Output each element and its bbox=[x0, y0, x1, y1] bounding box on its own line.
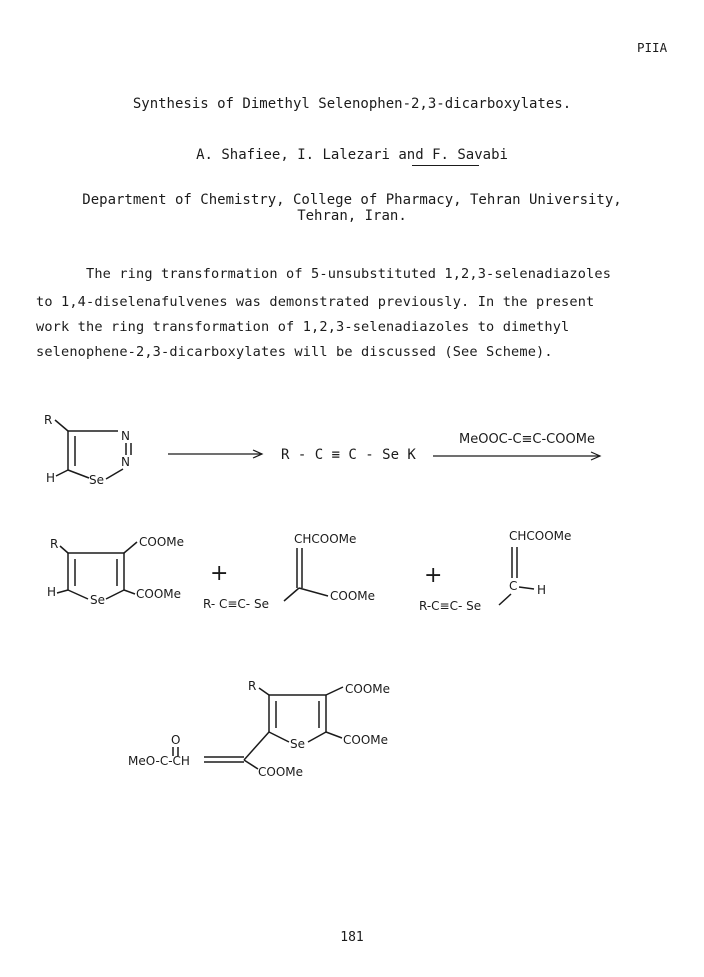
product3-c-label: C bbox=[509, 579, 518, 593]
reactant-selenadiazole bbox=[44, 413, 131, 487]
product3-chain-label: R-C≡C- Se bbox=[419, 599, 482, 613]
product1-h-label: H bbox=[47, 585, 57, 599]
abstract-line-4: selenophene-2,3-dicarboxylates will be discussed (See Scheme). bbox=[36, 344, 553, 360]
product-selenophene bbox=[47, 535, 184, 607]
product1-r-label: R bbox=[50, 537, 59, 551]
affiliation-line2: Tehran, Iran. bbox=[297, 208, 407, 224]
reactant-n1-label: N bbox=[121, 429, 130, 443]
abstract-line-2: to 1,4-diselenafulvenes was demonstrated previously. In the present bbox=[36, 294, 595, 310]
product4-ester-right: COOMe bbox=[343, 733, 389, 747]
page-code: PIIA bbox=[637, 40, 668, 55]
product2-ester-label: COOMe bbox=[330, 589, 376, 603]
intermediate-label: R - C ≡ C - Se K bbox=[281, 447, 416, 463]
product4-r-label: R bbox=[248, 679, 257, 693]
authors: A. Shafiee, I. Lalezari and F. Savabi bbox=[196, 147, 508, 163]
reactant-n2-label: N bbox=[121, 455, 130, 469]
reactant-h-label: H bbox=[46, 471, 56, 485]
plus-sign-2: + bbox=[424, 563, 443, 588]
product2-chain-label: R- C≡C- Se bbox=[203, 597, 269, 611]
abstract-line-3: work the ring transformation of 1,2,3-selenadiazoles to dimethyl bbox=[36, 319, 570, 335]
product3-top-label: CHCOOMe bbox=[509, 529, 572, 543]
product4-side-chain: MeO-C-CH bbox=[128, 754, 190, 768]
page-number: 181 bbox=[340, 930, 364, 945]
abstract-line-1: The ring transformation of 5-unsubstituted 1,2,3-selenadiazoles bbox=[86, 266, 612, 282]
product1-ester-top: COOMe bbox=[139, 535, 185, 549]
reaction-arrow-1 bbox=[168, 450, 262, 458]
product4-ester-bottom: COOMe bbox=[258, 765, 304, 779]
reagent-label: MeOOC-C≡C-COOMe bbox=[459, 432, 595, 447]
product3-h-label: H bbox=[537, 583, 547, 597]
affiliation-line1: Department of Chemistry, College of Pharmacy, Tehran University, bbox=[82, 192, 622, 208]
reactant-r-label: R bbox=[44, 413, 53, 427]
reaction-arrow-2 bbox=[433, 452, 600, 460]
product4-se-label: Se bbox=[290, 737, 305, 751]
product1-se-label: Se bbox=[90, 593, 105, 607]
product4-ester-top: COOMe bbox=[345, 682, 391, 696]
product-ene-ester bbox=[203, 532, 375, 611]
product4-carbonyl-o: O bbox=[171, 733, 181, 747]
paper-title: Synthesis of Dimethyl Selenophen-2,3-dicarboxylates. bbox=[132, 96, 572, 112]
product1-ester-bottom: COOMe bbox=[136, 587, 182, 601]
product-fulvene-selenophene bbox=[128, 679, 390, 779]
product2-top-label: CHCOOMe bbox=[294, 532, 357, 546]
plus-sign-1: + bbox=[210, 561, 229, 586]
reactant-se-label: Se bbox=[89, 473, 104, 487]
